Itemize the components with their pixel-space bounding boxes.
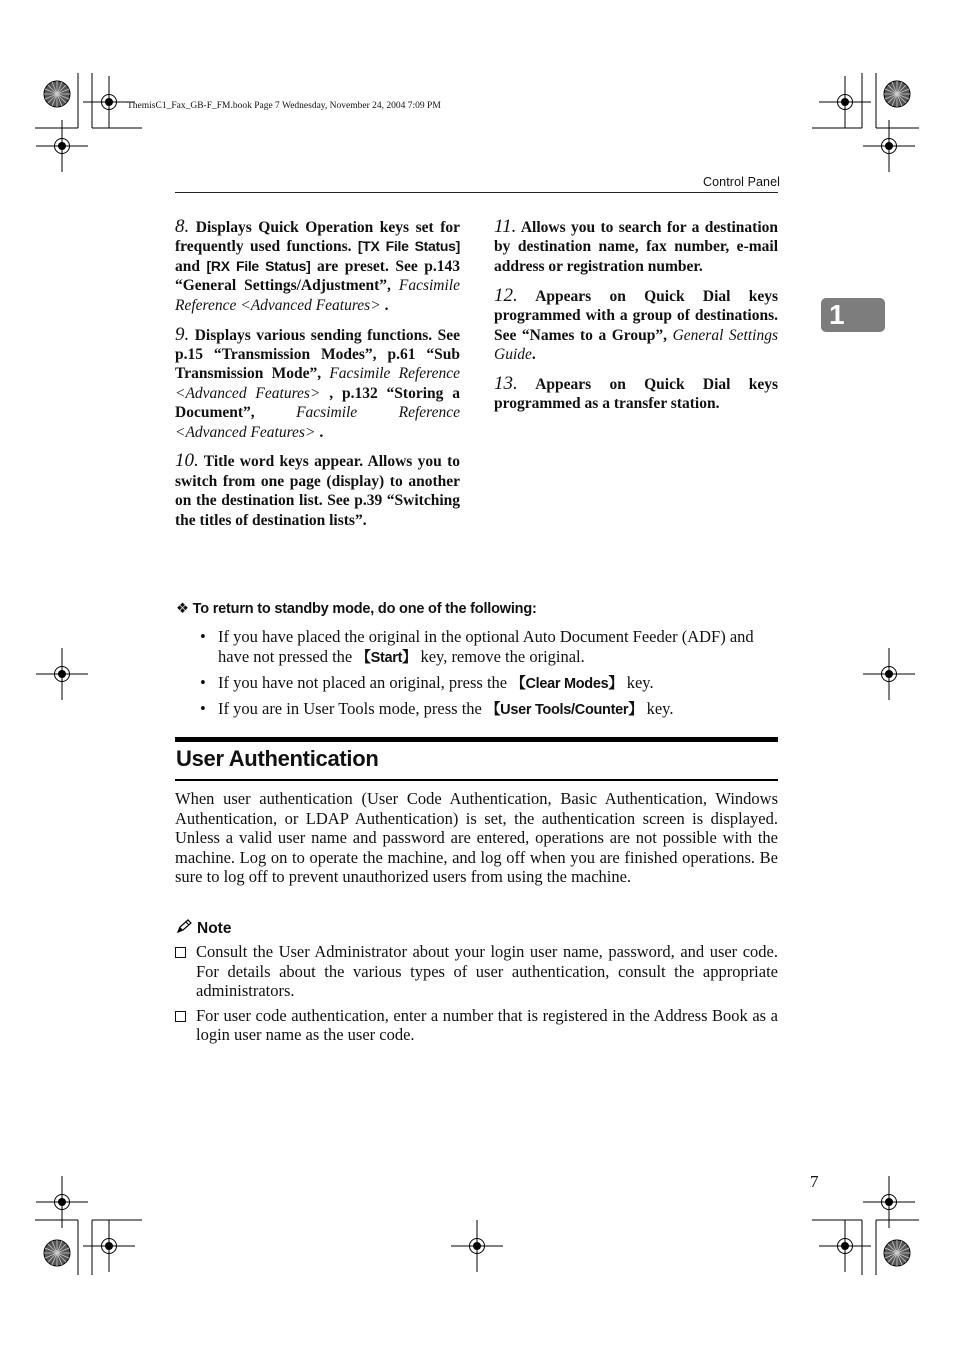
item-text: Title word keys appear. Allows you to switch from one page (display) to another on the destination list. See p.39 “Switching the titles of destination lists”. xyxy=(175,453,460,529)
diamond-icon: ❖ xyxy=(176,601,189,617)
list-item xyxy=(200,699,778,720)
note-text: Consult the User Administrator about your login user name, password, and user code. For details about the various types of user authentication, consult the appropriate administrators. xyxy=(196,942,778,1001)
rx-file-status-key: [RX File Status] xyxy=(206,257,311,274)
page-number: 7 xyxy=(810,1172,819,1191)
bullet-text: key. xyxy=(622,673,654,692)
right-column xyxy=(494,217,778,423)
list-item xyxy=(200,673,778,694)
list-item-9 xyxy=(175,325,460,442)
registration-mark-icon xyxy=(36,648,88,700)
bullet-text: key. xyxy=(642,699,674,718)
registration-mark-icon xyxy=(83,1220,135,1272)
chapter-tab xyxy=(821,298,885,332)
item-text: Displays Quick Operation keys set for frequently used functions. xyxy=(175,219,460,256)
checkbox-square-icon xyxy=(175,1011,186,1022)
start-key: 【Start】 xyxy=(356,650,417,666)
list-item-10 xyxy=(175,451,460,530)
item-number: 13. xyxy=(494,372,518,394)
note-list xyxy=(175,942,778,1050)
section-rule-bottom xyxy=(175,779,778,781)
list-item-8 xyxy=(175,217,460,315)
bullet-text: If you have placed the original in the optional Auto Document Feeder (ADF) and have not pressed the xyxy=(218,627,754,666)
section-body: When user authentication (User Code Authentication, Basic Authentication, Windows Authentication, or LDAP Authentication) is set, the authentication screen is displayed. Unless a valid user name and password are entered, operations are not possible with the machine. Log on to operate the machine, and log off when you are finished operations. Be sure to log off to prevent unauthorized users from using the machine. xyxy=(175,789,778,887)
list-item xyxy=(200,627,778,668)
registration-mark-icon xyxy=(819,1220,871,1272)
item-number: 8. xyxy=(175,216,190,237)
left-column xyxy=(175,217,460,540)
note-label: Note xyxy=(197,920,232,937)
note-item xyxy=(175,942,778,1001)
section-title: User Authentication xyxy=(176,746,379,771)
item-text: and xyxy=(175,257,207,275)
chapter-number: 1 xyxy=(829,299,845,330)
bullet-icon: • xyxy=(200,699,206,718)
list-item-11 xyxy=(494,217,778,276)
item-number: 10. xyxy=(175,450,199,472)
registration-mark-icon xyxy=(819,76,871,128)
note-item xyxy=(175,1006,778,1045)
reference-title: Facsimile Reference <Advanced Features> xyxy=(175,404,460,441)
section-rule-top xyxy=(175,737,778,742)
item-text: are preset. See p.143 “General Settings/Adjustment”, xyxy=(175,257,461,295)
list-item-12 xyxy=(494,286,778,365)
standby-list xyxy=(200,627,778,725)
item-text: Appears on Quick Dial keys programmed with a group of destinations. See “Names to a Group”, xyxy=(494,287,778,344)
registration-mark-icon xyxy=(863,648,915,700)
item-text: , p.132 “Storing a Document”, xyxy=(175,384,460,422)
registration-mark-icon xyxy=(451,1220,503,1272)
pencil-icon xyxy=(176,919,193,934)
registration-wheel-icon xyxy=(44,1240,70,1266)
reference-title: Facsimile Reference <Advanced Features> xyxy=(175,277,460,314)
item-text: Displays various sending functions. See p.15 “Transmission Modes”, p.61 “Sub Transmission Mode”, xyxy=(175,326,460,383)
registration-wheel-icon xyxy=(884,81,910,107)
running-header: Control Panel xyxy=(703,175,781,189)
item-number: 9. xyxy=(175,323,190,345)
reference-title: General Settings Guide xyxy=(494,326,778,363)
print-info: ThemisC1_Fax_GB-F_FM.book Page 7 Wednesday, November 24, 2004 7:09 PM xyxy=(127,101,441,111)
item-text: Allows you to search for a destination by destination name, fax number, e-mail address or registration number. xyxy=(494,219,778,275)
bullet-icon: • xyxy=(200,627,206,646)
list-item-13 xyxy=(494,374,778,414)
item-text: Appears on Quick Dial keys programmed as a transfer station. xyxy=(494,375,778,413)
item-number: 12. xyxy=(494,284,518,306)
bullet-icon: • xyxy=(200,673,206,692)
header-rule xyxy=(175,192,778,193)
item-text: . xyxy=(315,423,324,441)
item-text: . xyxy=(380,296,389,314)
item-number: 11. xyxy=(494,216,517,237)
standby-heading-text: To return to standby mode, do one of the following: xyxy=(192,601,537,617)
registration-wheel-icon xyxy=(884,1240,910,1266)
reference-title: Facsimile Reference <Advanced Features> xyxy=(175,365,460,402)
note-text: For user code authentication, enter a number that is registered in the Address Book as a login user name as the user code. xyxy=(196,1005,778,1045)
bullet-text: If you have not placed an original, press the xyxy=(218,673,512,692)
standby-heading xyxy=(176,601,537,617)
tx-file-status-key: [TX File Status] xyxy=(357,238,460,255)
note-heading xyxy=(176,919,231,938)
item-text: . xyxy=(531,345,536,363)
clear-modes-key: 【Clear Modes】 xyxy=(511,676,623,692)
bullet-text: If you are in User Tools mode, press the xyxy=(218,699,486,718)
bullet-text: key, remove the original. xyxy=(416,647,585,666)
registration-wheel-icon xyxy=(44,81,70,107)
checkbox-square-icon xyxy=(175,947,186,958)
user-tools-counter-key: 【User Tools/Counter】 xyxy=(485,702,643,718)
